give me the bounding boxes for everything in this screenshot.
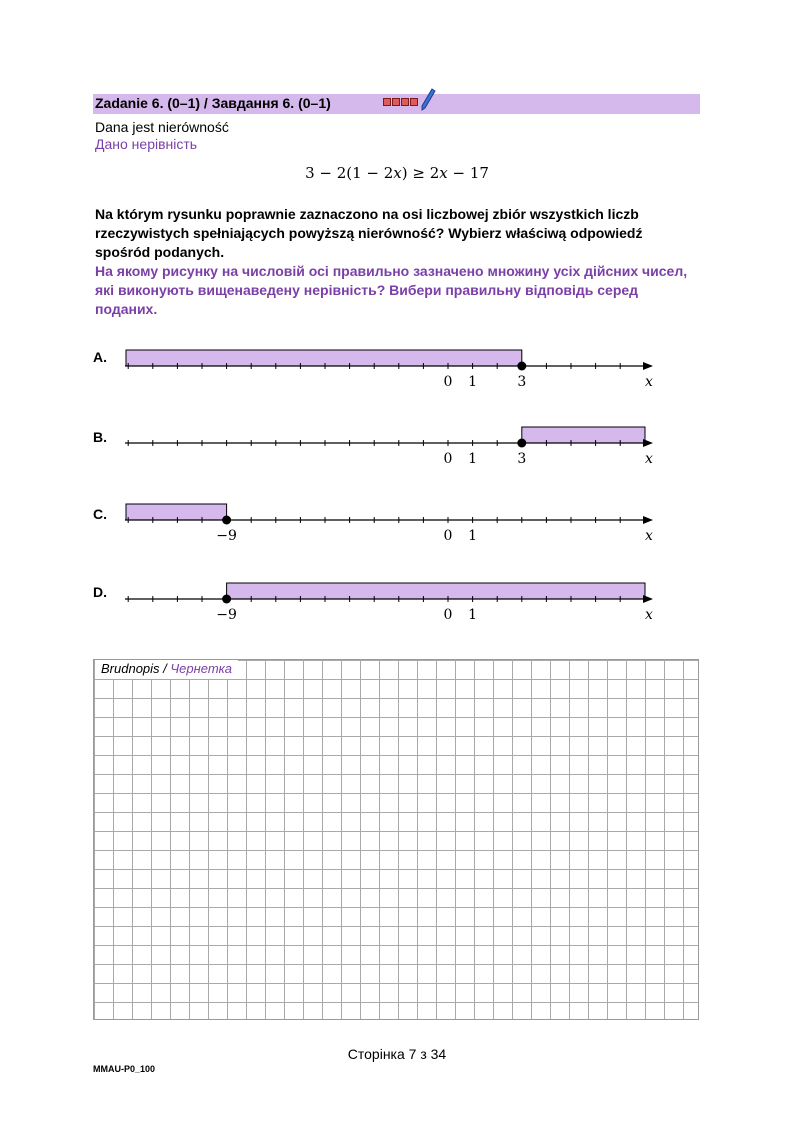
- axis-variable-label: 𝑥: [645, 451, 653, 467]
- option-c-label[interactable]: C.: [93, 506, 107, 522]
- tick-label: 1: [468, 374, 478, 390]
- draft-label: [95, 660, 238, 679]
- solution-region: [227, 583, 645, 599]
- question-ua: На якому рисунку на числовій осі правильно зазначено множину усіх дійсних чисел, які виконують вищенаведену нерівність? Вибери правильну відповідь серед поданих.: [95, 263, 688, 317]
- intro-ua: Дано нерівність: [95, 136, 198, 152]
- axis-arrow: [643, 516, 653, 524]
- axis-variable-label: 𝑥: [645, 528, 653, 544]
- page-number: Сторінка 7 з 34: [347, 1046, 447, 1062]
- tick-label: 1: [468, 528, 478, 544]
- axis-variable-label: 𝑥: [645, 607, 653, 623]
- tick-label: 1: [468, 607, 478, 623]
- draft-label-ua: Чернетка: [170, 661, 233, 676]
- tick-label: 0: [443, 374, 453, 390]
- option-b-label[interactable]: B.: [93, 429, 107, 445]
- tick-label: 0: [443, 528, 453, 544]
- question-pl: Na którym rysunku poprawnie zaznaczono na osi liczbowej zbiór wszystkich liczb rzeczywistych spełniających powyższą nierówność? Wybierz właściwą odpowiedź spośród podanych.: [95, 206, 643, 260]
- tick-label: 0: [443, 451, 453, 467]
- tick-label: 0: [443, 607, 453, 623]
- number-line-a[interactable]: [125, 350, 653, 390]
- tick-label: −9: [216, 528, 237, 544]
- solution-region: [126, 504, 227, 520]
- tick-label: 3: [517, 374, 527, 390]
- solution-region: [522, 427, 645, 443]
- intro-pl: Dana jest nierówność: [95, 119, 229, 135]
- boundary-point: [517, 439, 526, 448]
- tick-label: −9: [216, 607, 237, 623]
- task-title: Zadanie 6. (0–1) / Завдання 6. (0–1): [95, 95, 331, 111]
- boundary-point: [517, 362, 526, 371]
- inequality: 3 − 2(1 − 2𝑥) ≥ 2𝑥 − 17: [305, 164, 489, 182]
- boundary-point: [222, 516, 231, 525]
- tick-label: 1: [468, 451, 478, 467]
- option-a-label[interactable]: A.: [93, 349, 107, 365]
- number-line-b[interactable]: [125, 427, 653, 467]
- draft-grid[interactable]: [93, 659, 699, 1020]
- number-line-c[interactable]: [125, 504, 653, 544]
- document-code: MMAU-P0_100: [93, 1064, 156, 1074]
- draft-label-separator: /: [159, 661, 171, 676]
- axis-arrow: [643, 362, 653, 370]
- draft-label-pl: Brudnopis: [101, 661, 160, 676]
- boundary-point: [222, 595, 231, 604]
- number-line-d[interactable]: [125, 583, 653, 623]
- tick-label: 3: [517, 451, 527, 467]
- solution-region: [126, 350, 522, 366]
- option-d-label[interactable]: D.: [93, 584, 107, 600]
- axis-variable-label: 𝑥: [645, 374, 653, 390]
- axis-arrow: [643, 439, 653, 447]
- axis-arrow: [643, 595, 653, 603]
